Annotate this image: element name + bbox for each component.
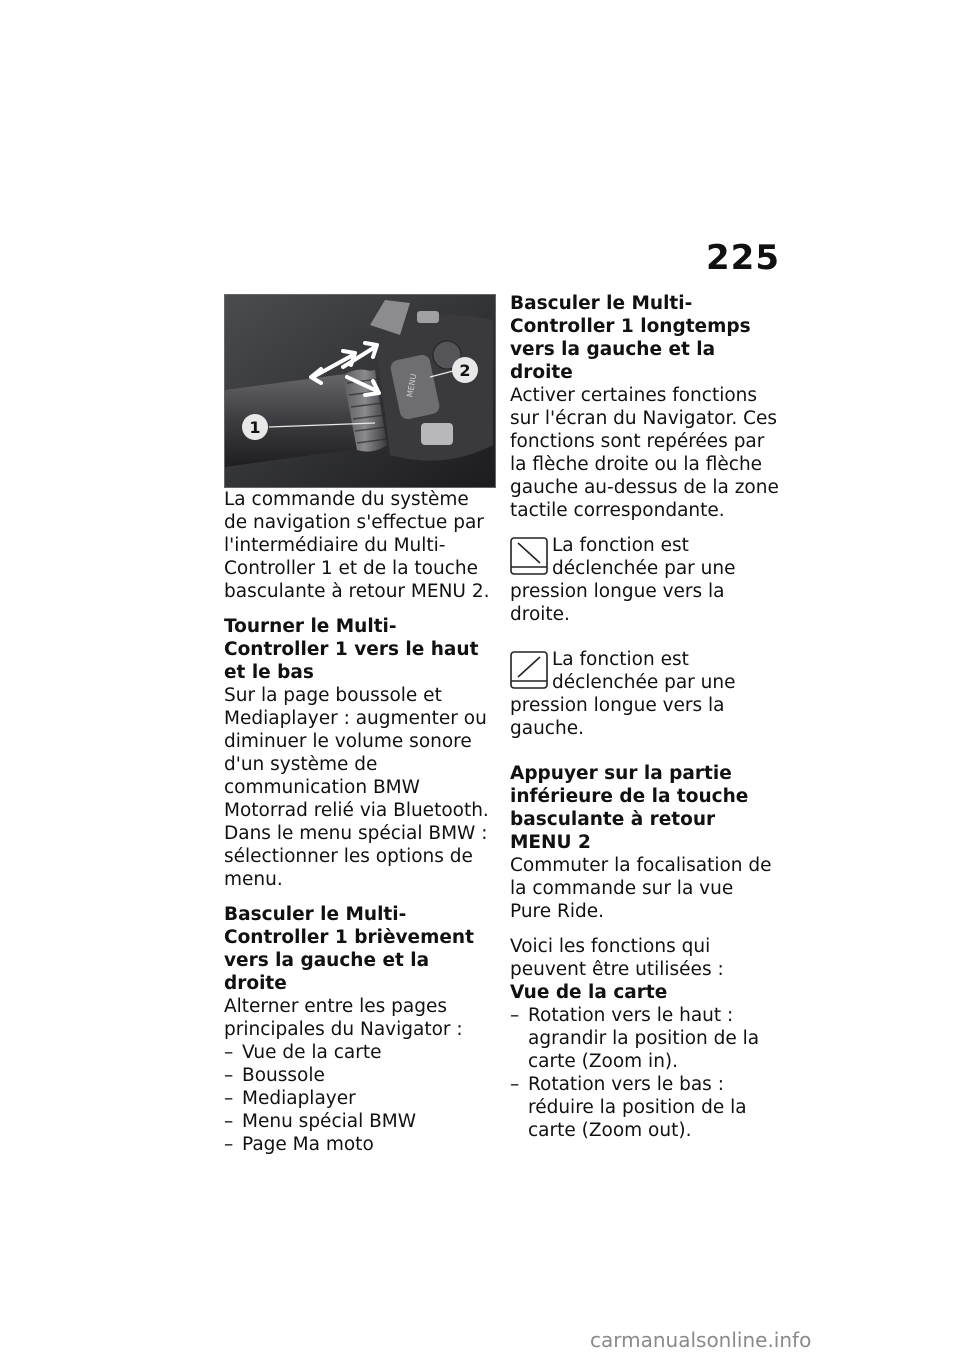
list-item: – Menu spécial BMW [224,1110,494,1133]
handlebar-illustration [225,295,495,487]
intro-paragraph: La commande du système de navigation s'effectue par l'intermédiaire du Multi-Controller 1 et de la touche basculante à retour MENU 2. [224,489,490,602]
heading-map-view: Vue de la carte [510,982,668,1003]
rotate-paragraph-2: Dans le menu spécial BMW : sélectionner les options de menu. [224,823,488,890]
short-tilt-paragraph: Alterner entre les pages principales du Navigator : [224,996,463,1040]
list-item: – Page Ma moto [224,1133,494,1156]
watermark: carmanualsonline.info [590,1328,812,1352]
left-column [224,488,494,1168]
rotate-paragraph-1: Sur la page boussole et Mediaplayer : augmenter ou diminuer le volume sonore d'un système de communication BMW Motorrad relié via Bluetooth. [224,685,489,821]
right-column [510,292,780,1154]
list-item: – Vue de la carte [224,1041,494,1064]
long-tilt-paragraph: Activer certaines fonctions sur l'écran du Navigator. Ces fonctions sont repérées par la flèche droite ou la flèche gauche au-dessus de la zone tactile correspondante. [510,385,779,521]
callout-1-label: 1 [249,418,261,437]
note-left [510,648,780,740]
list-item: – Mediaplayer [224,1087,494,1110]
menu-button-text: MENU [405,372,419,398]
heading-short-tilt: Basculer le Multi-Controller 1 brièvement vers la gauche et la droite [224,904,474,994]
note-left-text: La fonction est déclenchée par une pression longue vers la gauche. [510,649,736,739]
list-item: – Rotation vers le haut : agrandir la position de la carte (Zoom in). [510,1004,780,1073]
heading-rotate-controller: Tourner le Multi-Controller 1 vers le haut et le bas [224,616,479,683]
arrow-left-touch-icon [510,651,548,689]
list-item: – Rotation vers le bas : réduire la position de la carte (Zoom out). [510,1073,780,1142]
arrow-right-touch-icon [510,537,548,575]
functions-intro: Voici les fonctions qui peuvent être utilisées : [510,936,724,980]
page-number: 225 [706,238,780,278]
main-pages-list [224,1041,494,1156]
lower-switch [421,423,453,445]
heading-menu-press: Appuyer sur la partie inférieure de la touche basculante à retour MENU 2 [510,763,749,853]
map-view-list [510,1004,780,1142]
note-right [510,534,780,626]
callout-2-label: 2 [459,361,471,380]
note-right-text: La fonction est déclenchée par une pression longue vers la droite. [510,535,736,625]
list-item: – Boussole [224,1064,494,1087]
handlebar-controls-photo [224,294,496,488]
heading-long-tilt: Basculer le Multi-Controller 1 longtemps vers la gauche et la droite [510,293,751,383]
menu-press-paragraph: Commuter la focalisation de la commande sur la vue Pure Ride. [510,855,772,922]
